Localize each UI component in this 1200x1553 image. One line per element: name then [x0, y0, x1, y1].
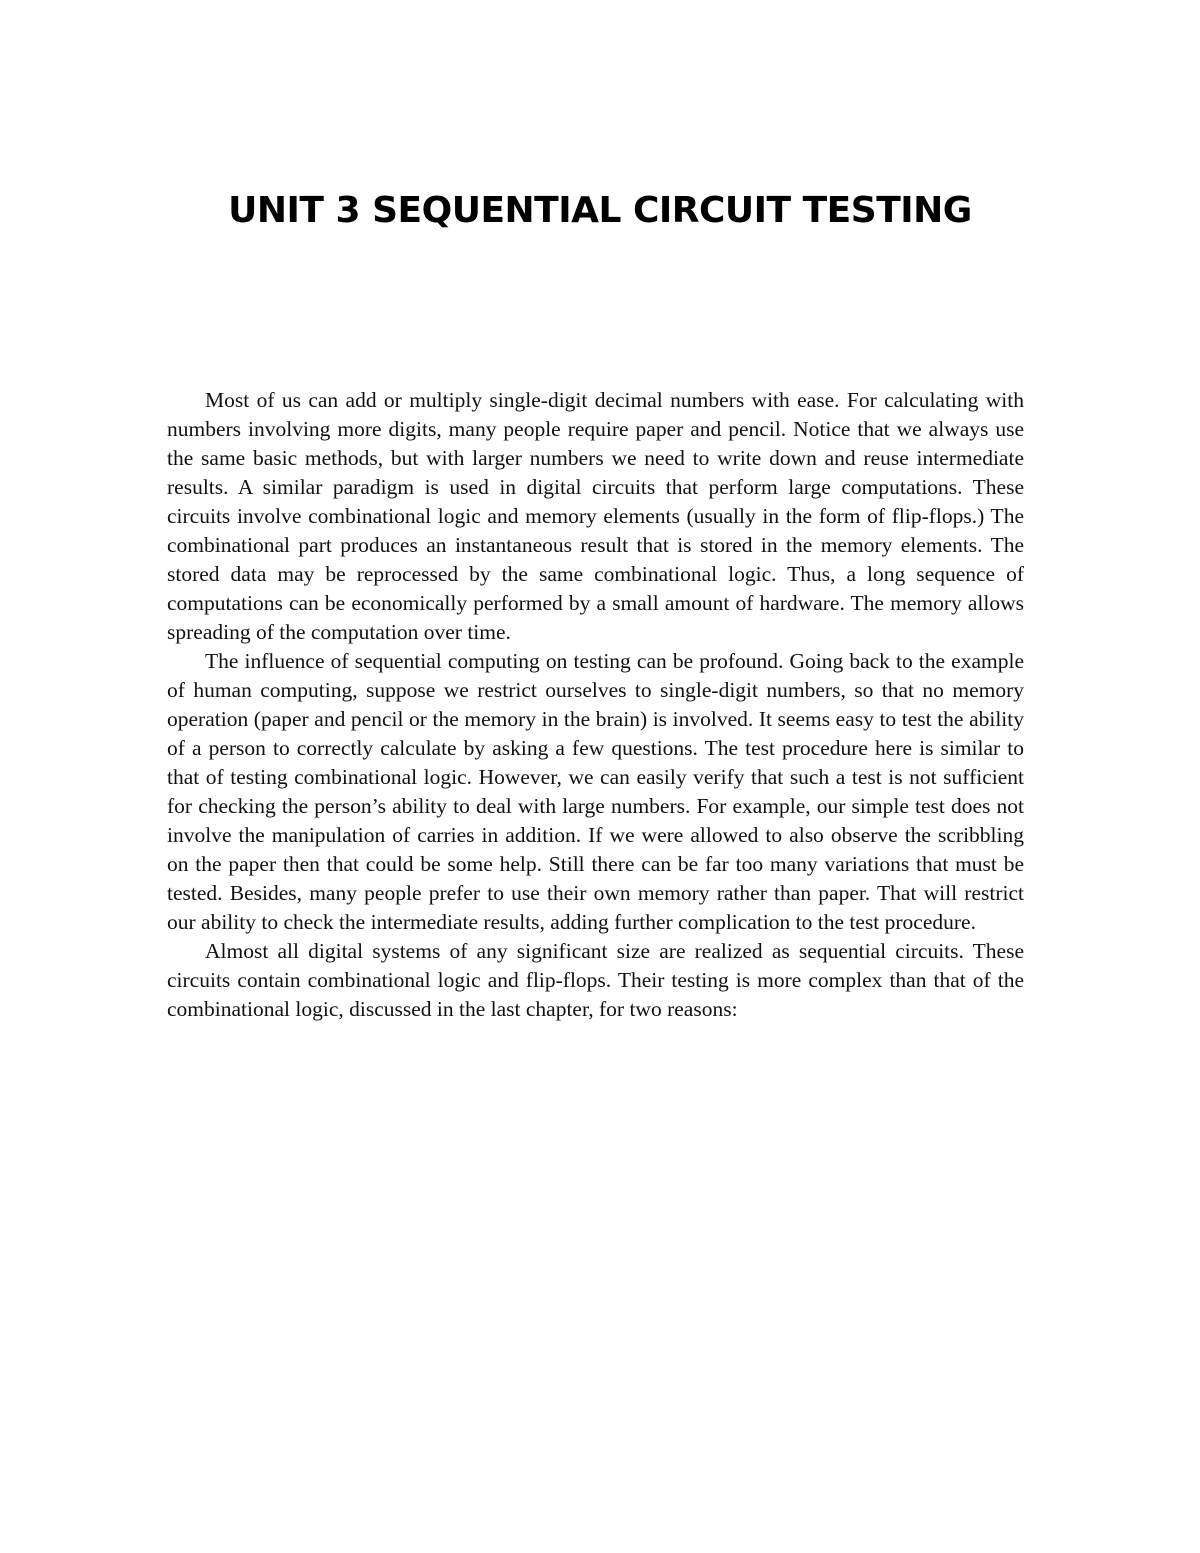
body-text	[167, 386, 1024, 1024]
page-title: UNIT 3 SEQUENTIAL CIRCUIT TESTING	[228, 190, 972, 231]
paragraph: Most of us can add or multiply single-digit decimal numbers with ease. For calculating with numbers involving more digits, many people require paper and pencil. Notice that we always use the same basic methods, but with larger numbers we need to write down and reuse intermediate results. A similar paradigm is used in digital circuits that perform large computations. These circuits involve combinational logic and memory elements (usually in the form of flip-flops.) The combinational part produces an instantaneous result that is stored in the memory elements. The stored data may be reprocessed by the same combinational logic. Thus, a long sequence of computations can be economically performed by a small amount of hardware. The memory allows spreading of the computation over time.	[167, 388, 1024, 644]
paragraph: Almost all digital systems of any significant size are realized as sequential circuits. These circuits contain combinational logic and flip-flops. Their testing is more complex than that of the combinational logic, discussed in the last chapter, for two reasons:	[167, 939, 1024, 1021]
paragraph: The influence of sequential computing on testing can be profound. Going back to the example of human computing, suppose we restrict ourselves to single-digit numbers, so that no memory operation (paper and pencil or the memory in the brain) is involved. It seems easy to test the ability of a person to correctly calculate by asking a few questions. The test procedure here is similar to that of testing combinational logic. However, we can easily verify that such a test is not sufficient for checking the person’s ability to deal with large numbers. For example, our simple test does not involve the manipulation of carries in addition. If we were allowed to also observe the scribbling on the paper then that could be some help. Still there can be far too many variations that must be tested. Besides, many people prefer to use their own memory rather than paper. That will restrict our ability to check the intermediate results, adding further complication to the test procedure.	[167, 649, 1024, 934]
